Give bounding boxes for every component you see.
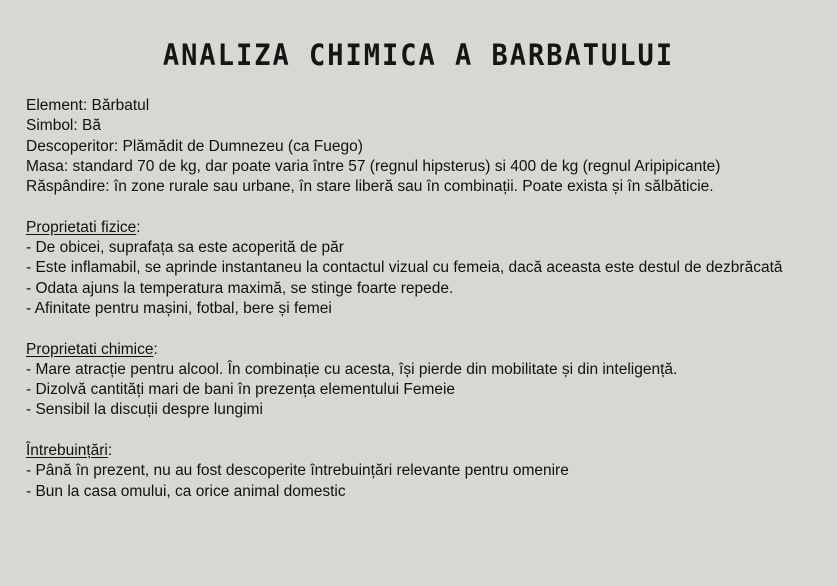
section-heading [26, 441, 816, 461]
document-body [26, 96, 816, 502]
section-heading [26, 218, 816, 238]
property-mass [26, 157, 816, 177]
list-item: - De obicei, suprafața sa este acoperită de păr [26, 239, 344, 257]
section-heading-suffix: : [107, 442, 113, 460]
property-distribution [26, 177, 816, 197]
section-heading-suffix: : [136, 218, 141, 236]
properties-list [26, 96, 816, 197]
list-item: - Sensibil la discuții despre lungimi [26, 401, 263, 419]
section-heading [26, 340, 816, 360]
property-value: : Bă [73, 117, 101, 135]
section-heading-text: Întrebuințări [26, 442, 108, 460]
list-item: - Până în prezent, nu au fost descoperite întrebuințări relevante pentru omenire [26, 462, 569, 480]
list-item: - Mare atracție pentru alcool. În combinație cu acesta, își pierde din mobilitate și din inteligență. [26, 360, 678, 378]
list-item: - Bun la casa omului, ca orice animal domestic [26, 482, 346, 500]
section-physical-properties [26, 218, 816, 319]
section-uses [26, 441, 816, 502]
property-term: Răspândire [26, 178, 106, 196]
section-heading-text: Proprietati fizice [26, 218, 137, 236]
section-chemical-properties [26, 340, 816, 421]
property-term: Element [26, 97, 83, 114]
property-term: Descoperitor [26, 137, 114, 155]
list-item: - Afinitate pentru mașini, fotbal, bere și femei [26, 299, 332, 317]
property-symbol [26, 116, 816, 136]
document-title: ANALIZA CHIMICA A BARBATULUI [162, 38, 675, 73]
property-term: Simbol [26, 117, 74, 135]
list-item: - Este inflamabil, se aprinde instantaneu la contactul vizual cu femeia, dacă aceasta este destul de dezbrăcată [26, 259, 783, 277]
list-item: - Odata ajuns la temperatura maximă, se stinge foarte repede. [26, 279, 454, 297]
list-item: - Dizolvă cantități mari de bani în prezența elementului Femeie [26, 381, 456, 399]
property-discoverer [26, 137, 816, 157]
property-element [26, 96, 816, 116]
property-term: Masa [26, 157, 64, 175]
property-value: : standard 70 de kg, dar poate varia între 57 (regnul hipsterus) si 400 de kg (regnul Aripipicante) [63, 157, 721, 175]
section-heading-suffix: : [153, 340, 158, 358]
section-heading-text: Proprietati chimice [26, 340, 154, 358]
property-value: : Bărbatul [82, 97, 150, 114]
property-value: : în zone rurale sau urbane, în stare liberă sau în combinații. Poate exista și în sălbăticie. [105, 178, 714, 196]
property-value: : Plămădit de Dumnezeu (ca Fuego) [113, 137, 363, 155]
